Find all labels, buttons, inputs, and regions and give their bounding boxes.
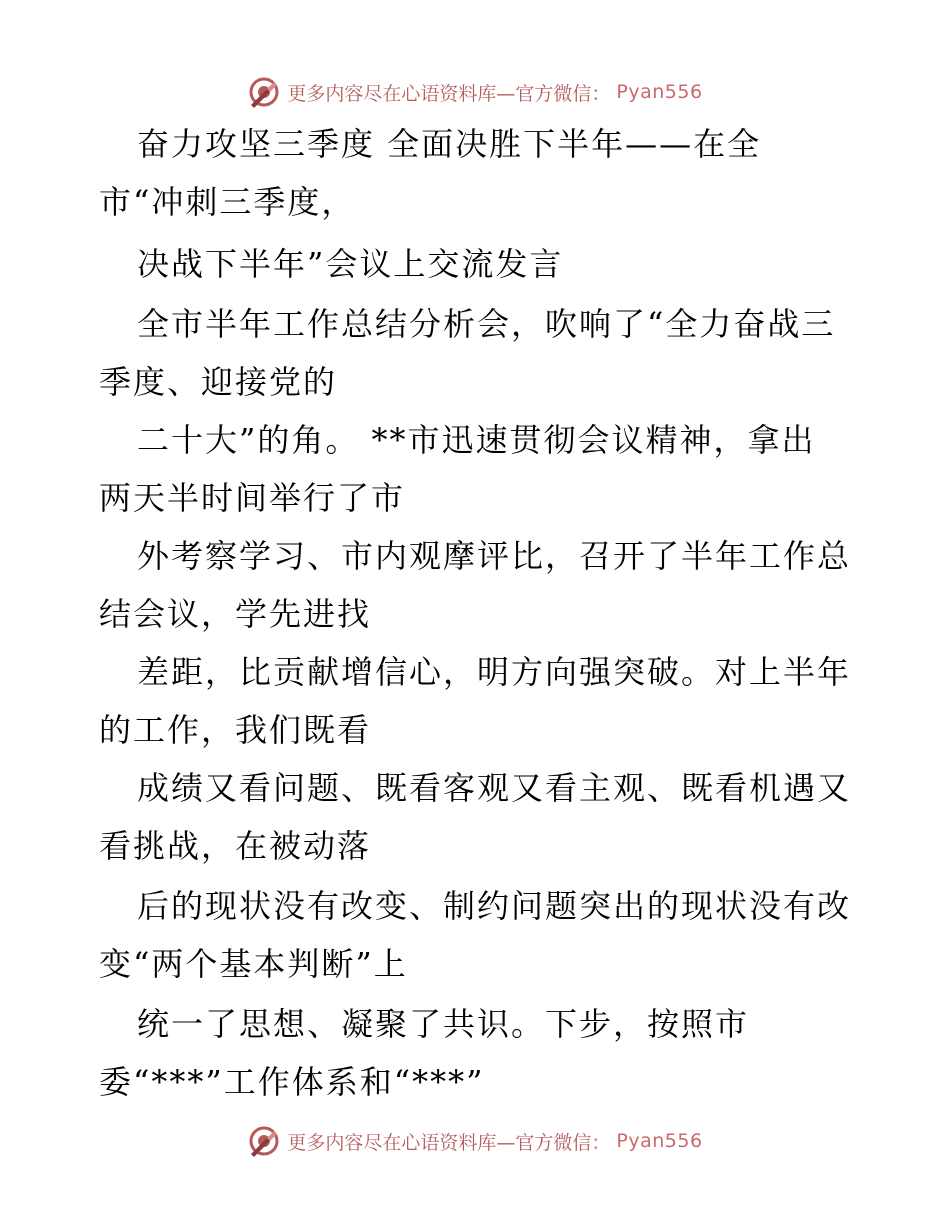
text-line: 决战下半年”会议上交流发言 bbox=[137, 245, 564, 283]
text-line: 成绩又看问题、既看客观又看主观、既看机遇又 bbox=[137, 769, 852, 807]
text-line: 统一了思想、凝聚了共识。下步，按照市 bbox=[137, 1005, 750, 1043]
text-line: 委“***”工作体系和“***” bbox=[99, 1063, 485, 1101]
text-line: 奋力攻坚三季度 全面决胜下半年——在全 bbox=[137, 125, 762, 163]
banner-code: Pyan556 bbox=[616, 81, 703, 103]
text-line: 看挑战，在被动落 bbox=[99, 827, 372, 865]
banner-text: 更多内容尽在心语资料库—官方微信： bbox=[287, 82, 611, 105]
text-line: 全市半年工作总结分析会，吹响了“全力奋战三 bbox=[137, 305, 836, 343]
text-line: 差距，比贡献增信心，明方向强突破。对上半年 bbox=[137, 653, 852, 691]
pen-logo-icon bbox=[247, 75, 281, 109]
footer-banner bbox=[0, 1121, 950, 1161]
text-line: 两天半时间举行了市 bbox=[99, 479, 406, 517]
text-line: 二十大”的角。 **市迅速贯彻会议精神，拿出 bbox=[137, 421, 816, 459]
banner-text: 更多内容尽在心语资料库—官方微信： bbox=[287, 1131, 611, 1154]
text-line: 季度、迎接党的 bbox=[99, 363, 338, 401]
text-line: 后的现状没有改变、制约问题突出的现状没有改 bbox=[137, 887, 852, 925]
text-line: 的工作，我们既看 bbox=[99, 711, 372, 749]
text-line: 市“冲刺三季度， bbox=[99, 183, 356, 221]
pen-logo-icon bbox=[247, 1124, 281, 1158]
header-banner bbox=[0, 72, 950, 112]
text-line: 变“两个基本判断”上 bbox=[99, 945, 408, 983]
banner-code: Pyan556 bbox=[616, 1130, 703, 1152]
text-line: 外考察学习、市内观摩评比，召开了半年工作总 bbox=[137, 537, 852, 575]
text-line: 结会议，学先进找 bbox=[99, 595, 372, 633]
